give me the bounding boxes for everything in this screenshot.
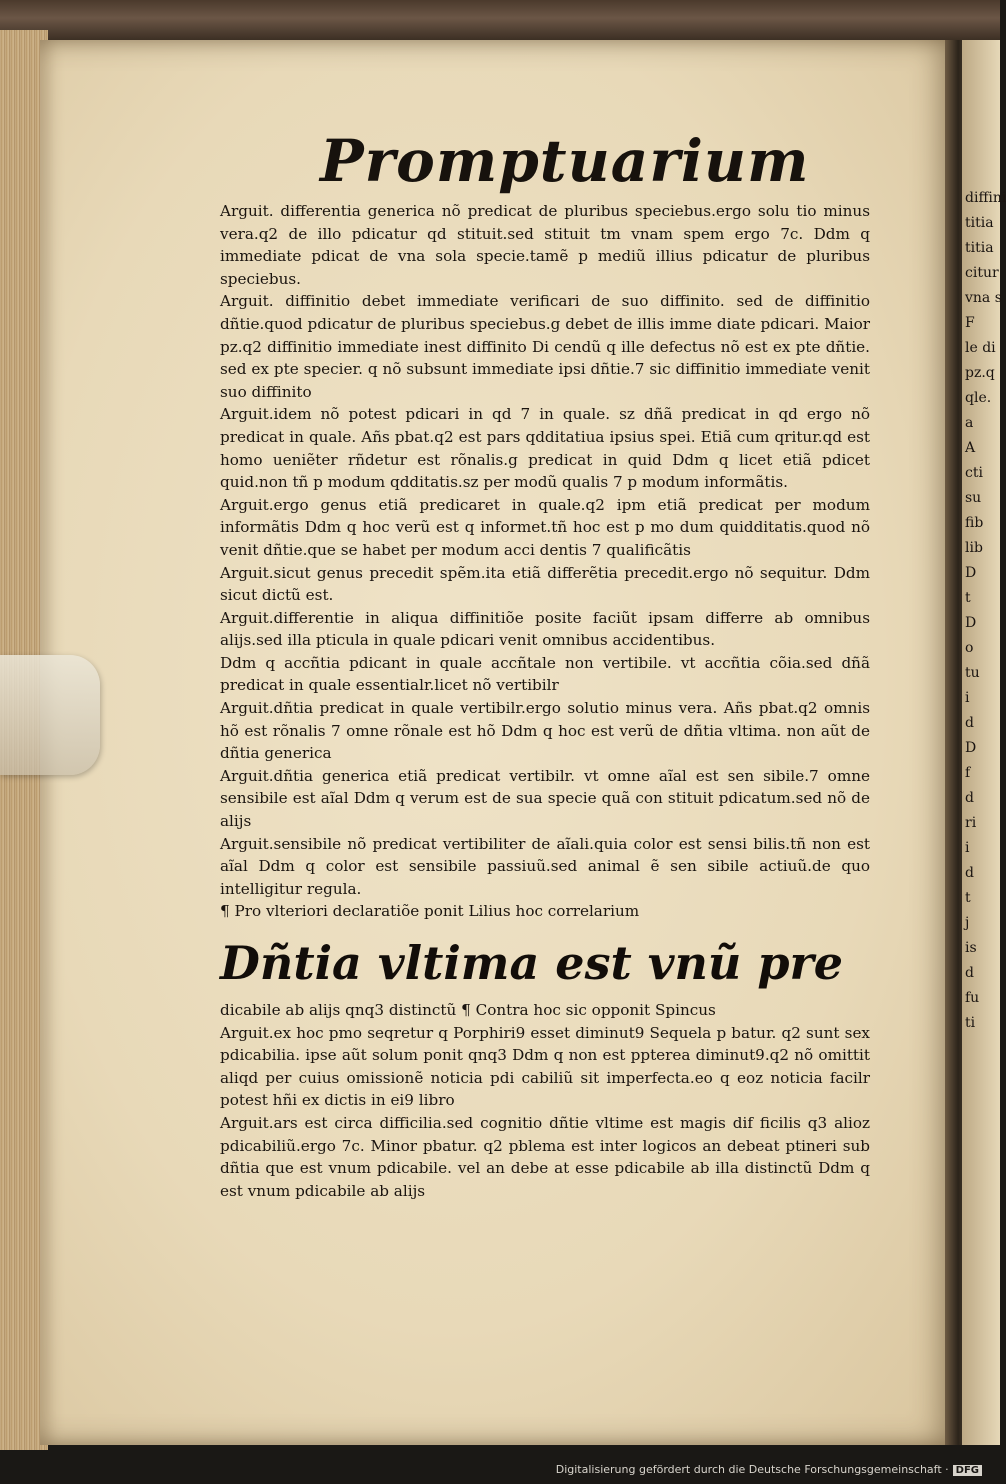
page-title: Promptuarium (320, 127, 810, 195)
facing-page-text: su (965, 490, 982, 506)
facing-page-text: diffini (965, 190, 1006, 206)
paragraph-5: Arguit.differentie in aliqua diffinitiõe posite faciũt ipsam differre ab omnibus alijs.sed illa pticula in quale pdicari venit omnibus accidentibus. (220, 608, 870, 650)
facing-page-text: fu (965, 990, 980, 1006)
paragraph-2: Arguit.idem nõ potest pdicari in qd 7 in quale. sz dñã predicat in qd ergo nõ predicat in quale. Añs pbat.q2 est pars qdditatiua ipsius spei. Etiã cum qritur.qd est homo ueniẽter rñdetur est rõnalis.g predicat in quid Ddm q licet etiã pdicet quid.non tñ p modum qdditatis.sz per modũ qualis 7 p modum informãtis. (220, 405, 870, 492)
paragraph-9: Arguit.sensibile nõ predicat vertibiliter de aĩali.quia color est sensi bilis.tñ non est aĩal Ddm q color est sensibile passiuũ.sed animal ẽ sen sibile actiuũ.de quo intelligitur regula. (220, 834, 870, 898)
paragraph-10: ¶ Pro vlteriori declaratiõe ponit Lilius hoc correlarium (220, 902, 640, 921)
paragraph-6: Ddm q accñtia pdicant in quale accñtale non vertibile. vt accñtia cõia.sed dñã predicat in quale essentialr.licet nõ vertibilr (220, 653, 870, 695)
dfg-logo: DFG (953, 1465, 982, 1476)
facing-page-text: t (965, 590, 971, 606)
paragraph-after-0: dicabile ab alijs qnq3 distinctũ ¶ Contra hoc sic opponit Spincus (220, 1001, 716, 1019)
paragraph-after-1: Arguit.ex hoc pmo seqretur q Porphiri9 esset diminut9 Sequela p batur. q2 sunt sex pdicabilia. ipse aũt solum ponit qnq3 Ddm q non est ppterea diminut9.q2 nõ omittit aliqd per cuius omissionẽ noticia pdi cabiliũ sit imperfecta.eo q eoz noticia facilr potest hñi ex dictis in ei9 libro (220, 1023, 870, 1110)
facing-page-text: is (965, 940, 977, 956)
facing-page-fragment (962, 40, 1006, 1445)
facing-page-text: a (965, 415, 974, 431)
facing-page-text: D (965, 615, 977, 631)
facing-page-text: f (965, 765, 971, 781)
facing-page-text: o (965, 640, 974, 656)
facing-page-text: ti (965, 1015, 976, 1031)
facing-page-text: i (965, 690, 970, 706)
credit-text: Digitalisierung gefördert durch die Deutsche Forschungsgemeinschaft · (555, 1463, 949, 1476)
main-text-block (220, 200, 870, 1202)
facing-page-text: A (965, 440, 976, 456)
facing-page-text: fib (965, 515, 984, 531)
paragraph-1: Arguit. diffinitio debet immediate verificari de suo diffinito. sed de diffinitio dñtie.quod pdicatur de pluribus speciebus.g debet de illis imme diate pdicari. Maior pz.q2 diffinitio immediate inest diffinito Di cendũ q ille defectus nõ est ex pte dñtie. sed ex pte specier. q nõ subsunt immediate ipsi dñtie.7 sic diffinitio immediate venit suo diffinito (220, 292, 870, 401)
facing-page-text: qle. (965, 390, 992, 406)
facing-page-text: pz.q (965, 365, 995, 381)
facing-page-text: d (965, 790, 974, 806)
facing-page-text: F (965, 315, 975, 331)
facing-page-text: D (965, 565, 977, 581)
paragraph-3: Arguit.ergo genus etiã predicaret in quale.q2 ipm etiã predicat per modum informãtis Ddm q hoc verũ est q informet.tñ hoc est p mo dum quidditatis.quod nõ venit dñtie.que se habet per modum acci dentis 7 qualificãtis (220, 495, 870, 559)
paragraph-0: Arguit. differentia generica nõ predicat de pluribus speciebus.ergo solu tio minus vera.q2 de illo pdicatur qd stituit.sed stituit tm vnam spem ergo 7c. Ddm q immediate pdicat de vna sola specie.tamẽ p mediũ illius pdicatur de pluribus speciebus. (220, 202, 870, 288)
paragraph-4: Arguit.sicut genus precedit spẽm.ita etiã differẽtia precedit.ergo nõ sequitur. Ddm sicut dictũ est. (220, 563, 870, 605)
paragraph-8: Arguit.dñtia generica etiã predicat vertibilr. vt omne aĩal est sen sibile.7 omne sensibile est aĩal Ddm q verum est de sua specie quã con stituit pdicatum.sed nõ de alijs (220, 766, 870, 831)
bookmark-clip (0, 655, 100, 775)
paragraph-7: Arguit.dñtia predicat in quale vertibilr.ergo solutio minus vera. Añs pbat.q2 omnis hõ est rõnalis 7 omne rõnale est hõ Ddm q hoc est verũ de dñtia vltima. non aũt de dñtia generica (220, 699, 870, 763)
facing-page-text: d (965, 965, 974, 981)
paragraph-after-2: Arguit.ars est circa difficilia.sed cognitio dñtie vltime est magis dif ficilis q3 alioz pdicabiliũ.ergo 7c. Minor pbatur. q2 pblema est inter logicos an debeat ptineri sub dñtia que est vnum pdicabile. vel an debe at esse pdicabile ab illa distinctũ Ddm q est vnum pdicabile ab alijs (220, 1113, 870, 1200)
facing-page-text: cti (965, 465, 983, 481)
facing-page-text: titia (965, 240, 994, 256)
digitization-credit (556, 1463, 982, 1476)
facing-page-text: t (965, 890, 971, 906)
book-top-edge (0, 0, 1000, 40)
facing-page-text: ri (965, 815, 977, 831)
facing-page-text: i (965, 840, 970, 856)
facing-page-text: titia (965, 215, 994, 231)
facing-page-text: D (965, 740, 977, 756)
facing-page-text: d (965, 865, 974, 881)
facing-page-text: lib (965, 540, 983, 556)
section-heading: Dñtia vltima est vnũ pre (220, 936, 844, 990)
facing-page-text: le di (965, 340, 996, 356)
facing-page-text: j (965, 915, 970, 931)
facing-page-text: vna s (965, 290, 1002, 306)
facing-page-text: citur (965, 265, 999, 281)
facing-page-text: tu (965, 665, 980, 681)
facing-page-text: d (965, 715, 974, 731)
